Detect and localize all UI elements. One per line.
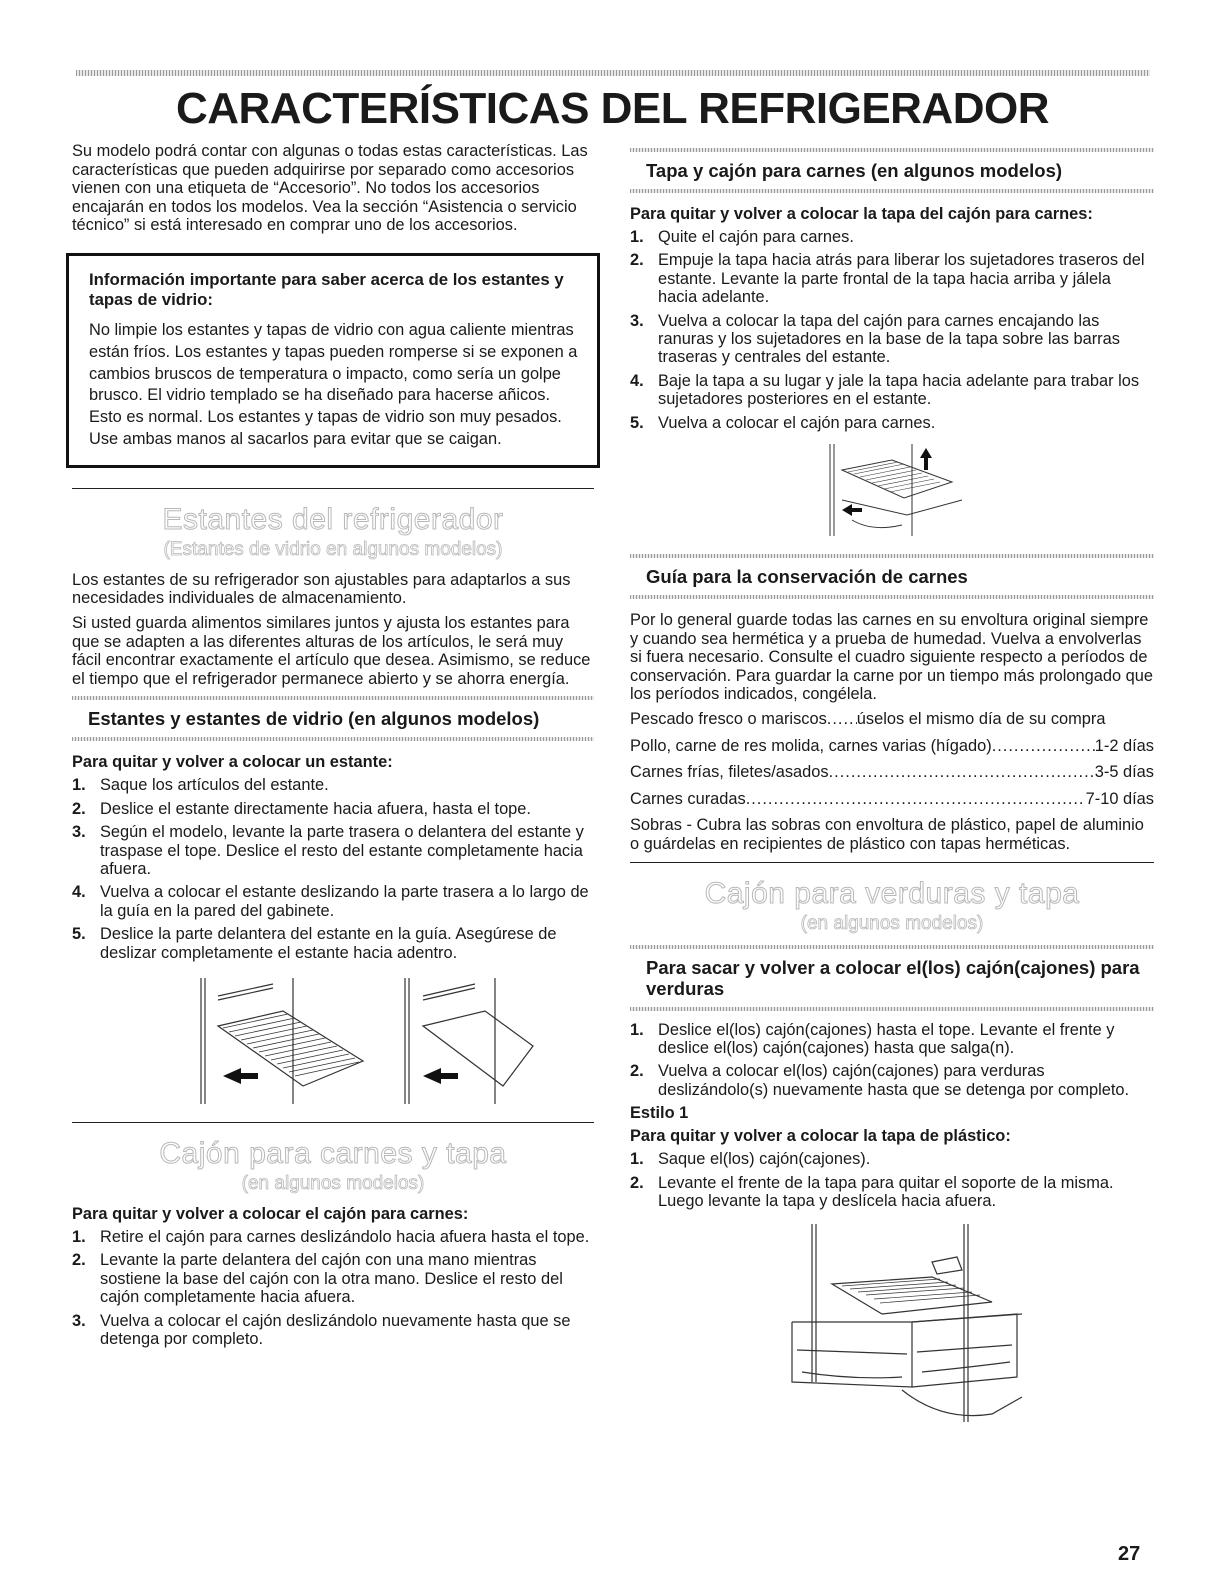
meat-drawer-steps [72, 1228, 594, 1348]
list-item [630, 1150, 1154, 1168]
step-text: Vuelva a colocar el cajón deslizándolo nuevamente hasta que se detenga por completo. [100, 1311, 571, 1348]
meat-cover-steps [630, 228, 1154, 432]
step-text: Retire el cajón para carnes deslizándolo hacia afuera hasta el tope. [100, 1227, 590, 1246]
intro-text: Su modelo podrá contar con algunas o todas estas características. Las características que pueden adquirirse por separado como accesorios vienen con una etiqueta de “Accesorio”. No todos los accesorios encajarán en todos los modelos. Vea la sección “Asistencia o servicio técnico” si está interesado en comprar uno de los accesorios. [72, 142, 588, 235]
table-row [630, 710, 1154, 729]
guide-time: úselos el mismo día de su compra [856, 710, 1106, 729]
divider [630, 595, 1154, 599]
step-number: 3. [72, 1311, 86, 1330]
divider [630, 862, 1154, 863]
shelf-illustration [123, 976, 543, 1106]
steps-label: Para quitar y volver a colocar la tapa del cajón para carnes: [630, 205, 1093, 223]
step-text: Empuje la tapa hacia atrás para liberar los sujetadores traseros del estante. Levante la parte frontal de la tapa hacia arriba y jálela hacia adelante. [658, 251, 1145, 307]
step-number: 1. [630, 1020, 644, 1039]
left-column [72, 142, 594, 1353]
list-item [72, 823, 594, 878]
crisper-subheading: (en algunos modelos) [800, 912, 984, 934]
meat-cover-illustration [812, 440, 972, 540]
list-item [630, 1021, 1154, 1058]
guide-time: 1-2 días [1094, 736, 1154, 755]
list-item [630, 228, 1154, 246]
list-item [72, 1228, 594, 1246]
guide-item: Pollo, carne de res molida, carnes varias (hígado) [630, 736, 992, 755]
step-number: 3. [72, 823, 86, 842]
step-text: Vuelva a colocar la tapa del cajón para carnes encajando las ranuras y los sujetadores en la base de la tapa sobre las barras traseras y centrales del estante. [658, 311, 1120, 367]
list-item [630, 312, 1154, 367]
step-text: Deslice el(los) cajón(cajones) hasta el tope. Levante el frente y deslice el(los) cajón(cajones) hasta que salga(n). [658, 1020, 1115, 1057]
step-text: Levante el frente de la tapa para quitar el soporte de la misma. Luego levante la tapa y deslícela hacia afuera. [658, 1173, 1114, 1211]
info-box [66, 253, 600, 468]
divider [72, 737, 594, 741]
list-item [630, 1174, 1154, 1211]
shelves-p2: Si usted guarda alimentos similares juntos y ajusta los estantes para que se adapten a las diferentes alturas de los artículos, le será muy fácil encontrar exactamente el artículo que desea. Asimismo, se reduce el tiempo que el refrigerador permanece abierto y se ahorra energía. [72, 613, 591, 688]
list-item [630, 414, 1154, 432]
list-item [72, 800, 594, 818]
style-label: Estilo 1 [630, 1104, 689, 1123]
guide-item: Carnes frías, filetes/asados [630, 763, 829, 782]
step-number: 1. [630, 228, 644, 246]
step-number: 4. [72, 883, 86, 902]
step-number: 2. [72, 1251, 86, 1270]
guide-item: Carnes curadas [630, 789, 746, 808]
shelves-heading: Estantes del refrigerador [162, 502, 504, 536]
crisper-cover-steps [630, 1150, 1154, 1210]
meat-guide-text: Por lo general guarde todas las carnes en su envoltura original siempre y cuando sea hermética y a prueba de humedad. Vuelva a envolverlas si fuera necesario. Consulte el cuadro siguiente respecto a períodos de conservación. Para guardar la carne por un tiempo más prolongado que los períodos indicados, congélela. [630, 611, 1153, 704]
section-title: Para sacar y volver a colocar el(los) cajón(cajones) para verduras [646, 956, 1140, 999]
top-rule [76, 70, 1150, 76]
step-text: Vuelva a colocar el cajón para carnes. [658, 413, 936, 432]
guide-time: 3-5 días [1094, 763, 1154, 782]
divider [630, 1007, 1154, 1011]
guide-time: 7-10 días [1085, 789, 1154, 808]
list-item [72, 1312, 594, 1349]
step-number: 1. [630, 1150, 644, 1169]
step-number: 5. [630, 413, 644, 432]
crisper-steps [630, 1021, 1154, 1100]
right-column [630, 142, 1154, 1432]
list-item [72, 776, 594, 794]
divider [630, 945, 1154, 949]
step-text: Saque los artículos del estante. [100, 776, 329, 795]
step-text: Vuelva a colocar el(los) cajón(cajones) para verduras deslizándolo(s) nuevamente hasta que se detenga por completo. [658, 1062, 1130, 1099]
table-row [630, 763, 1154, 782]
guide-item: Pescado fresco o mariscos [630, 710, 827, 729]
page-title: CARACTERÍSTICAS DEL REFRIGERADOR [175, 84, 1049, 133]
divider [72, 1122, 594, 1123]
step-number: 2. [630, 251, 644, 270]
table-row [630, 790, 1154, 809]
section-title: Estantes y estantes de vidrio (en algunos modelos) [88, 708, 540, 730]
info-box-body: No limpie los estantes y tapas de vidrio con agua caliente mientras están fríos. Los estantes y tapas pueden romperse si se exponen a cambios bruscos de temperatura o impacto, como sería un golpe brusco. El vidrio templado se ha diseñado para hacerse añicos. Esto es normal. Los estantes y tapas de vidrio son muy pesados. Use ambas manos al sacarlos para evitar que se caigan. [89, 320, 578, 448]
page-number: 27 [1118, 1543, 1141, 1565]
section-title: Tapa y cajón para carnes (en algunos modelos) [646, 160, 1063, 181]
list-item [72, 1251, 594, 1306]
step-number: 4. [630, 371, 644, 390]
step-number: 3. [630, 311, 644, 330]
meat-drawer-heading: Cajón para carnes y tapa [159, 1136, 507, 1170]
leftovers-text: Sobras - Cubra las sobras con envoltura de plástico, papel de aluminio o guárdelas en recipientes de plástico con tapas herméticas. [630, 816, 1144, 853]
list-item [630, 251, 1154, 306]
divider [630, 554, 1154, 558]
step-number: 2. [630, 1062, 644, 1081]
step-number: 2. [72, 799, 86, 818]
meat-drawer-subheading: (en algunos modelos) [241, 1172, 425, 1194]
info-box-heading: Información importante para saber acerca de los estantes y tapas de vidrio: [89, 269, 564, 309]
table-row [630, 737, 1154, 756]
step-text: Deslice el estante directamente hacia afuera, hasta el tope. [100, 799, 531, 818]
steps-label: Para quitar y volver a colocar el cajón para carnes: [72, 1204, 469, 1223]
step-text: Deslice la parte delantera del estante en la guía. Asegúrese de deslizar completamente el estante hacia adentro. [100, 925, 557, 962]
step-number: 1. [72, 776, 86, 795]
step-number: 2. [630, 1173, 644, 1192]
shelves-subheading: (Estantes de vidrio en algunos modelos) [163, 538, 503, 560]
step-text: Baje la tapa a su lugar y jale la tapa hacia adelante para trabar los sujetadores posteriores en el estante. [658, 371, 1140, 409]
list-item [630, 1062, 1154, 1099]
steps-label: Para quitar y volver a colocar un estante: [72, 753, 393, 772]
step-text: Quite el cajón para carnes. [658, 228, 854, 246]
list-item [630, 372, 1154, 409]
shelf-steps [72, 776, 594, 962]
step-number: 1. [72, 1227, 86, 1246]
step-text: Según el modelo, levante la parte trasera o delantera del estante y traspase el tope. Deslice el resto del estante completamente hacia afuera. [100, 823, 584, 878]
step-text: Levante la parte delantera del cajón con una mano mientras sostiene la base del cajón con la otra mano. Deslice el resto del cajón completamente hacia afuera. [100, 1251, 563, 1307]
divider [72, 488, 594, 489]
steps-label: Para quitar y volver a colocar la tapa de plástico: [630, 1127, 1011, 1146]
list-item [72, 883, 594, 920]
divider [630, 148, 1154, 152]
divider [72, 696, 594, 700]
list-item [72, 925, 594, 962]
step-text: Saque el(los) cajón(cajones). [658, 1150, 871, 1169]
crisper-illustration [742, 1222, 1042, 1432]
section-title: Guía para la conservación de carnes [646, 566, 968, 588]
shelves-p1: Los estantes de su refrigerador son ajustables para adaptarlos a sus necesidades individuales de almacenamiento. [72, 570, 571, 608]
crisper-heading: Cajón para verduras y tapa [704, 876, 1080, 910]
step-number: 5. [72, 925, 86, 944]
divider [630, 189, 1154, 193]
step-text: Vuelva a colocar el estante deslizando la parte trasera a lo largo de la guía en la pared del gabinete. [100, 883, 589, 920]
